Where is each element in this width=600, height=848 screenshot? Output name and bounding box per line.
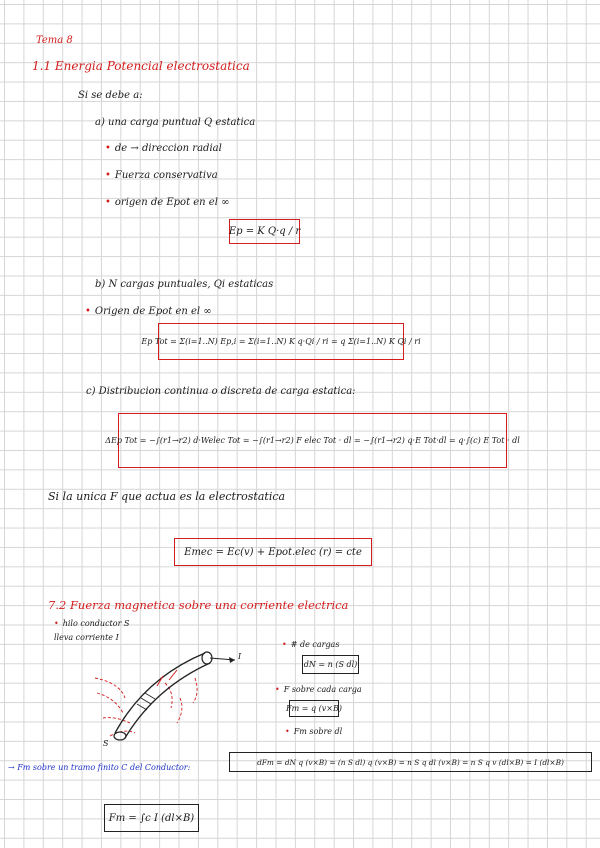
case-a-bullet-3: • origen de Epot en el ∞ [105, 197, 230, 208]
formula-box-dFm [229, 752, 592, 772]
formula-box-point-charge [229, 219, 300, 244]
electrostatic-note: Si la unica F que actua es la electrostatica [48, 490, 286, 503]
section2-note-2: lleva corriente I [54, 633, 119, 642]
formula-box-distribution [105, 413, 520, 468]
item-charges-label: • # de cargas [282, 640, 340, 649]
diagram-current-label: I [238, 652, 242, 661]
case-a-label: a) una carga puntual Q estatica [95, 117, 256, 128]
formula-box-finite [104, 804, 199, 832]
formula-box-dN [302, 655, 359, 674]
formula-energy: Emec = Ec(v) + Epot.elec (r) = cte [184, 546, 362, 558]
item-force-each-label: • F sobre cada carga [275, 685, 362, 694]
section1-intro: Si se debe a: [78, 90, 143, 101]
formula-box-energy [174, 538, 372, 566]
dl-segment [137, 693, 155, 710]
formula-box-n-charges [141, 323, 421, 360]
case-c-label: c) Distribucion continua o discreta de carga estatica: [86, 386, 356, 397]
finite-segment-note: → Fm sobre un tramo finito C del Conductor: [8, 763, 191, 772]
item-force-dl-label: • Fm sobre dl [285, 727, 343, 736]
case-a-bullet-2: • Fuerza conservativa [105, 170, 218, 181]
case-b-bullet: • Origen de Epot en el ∞ [85, 306, 212, 317]
formula-box-Fm [286, 700, 342, 717]
diagram-surface-label: S [103, 739, 109, 748]
formula-distribution: ΔEp Tot = −∫(r1→r2) d·Welec Tot = −∫(r1→r2) F elec Tot · dl = −∫(r1→r2) q·E Tot·dl = q·∫(c) E Tot · dl [105, 436, 520, 445]
case-a-bullet-1: • de → direccion radial [105, 143, 222, 154]
formula-n-charges: Ep Tot = Σ(i=1..N) Ep,i = Σ(i=1..N) K q·Qi / ri = q Σ(i=1..N) K Qi / ri [141, 337, 421, 346]
formula-dFm: dFm = dN q (v×B) = (n S dl) q (v×B) = n S q dl (v×B) = n S q v (dl×B) = I (dl×B) [257, 757, 564, 767]
formula-finite: Fm = ∫c I (dl×B) [108, 812, 195, 824]
case-b-label: b) N cargas puntuales, Qi estaticas [95, 279, 274, 290]
formula-point-charge: Ep = K Q·q / r [228, 226, 301, 237]
section2-title: 7.2 Fuerza magnetica sobre una corriente electrica [48, 598, 349, 612]
field-lines [95, 678, 197, 736]
section2-note-1: • hilo conductor S [54, 619, 130, 628]
section1-title: 1.1 Energia Potencial electrostatica [32, 59, 250, 73]
topic-label: Tema 8 [36, 35, 73, 46]
formula-dN: dN = n (S dl) [303, 660, 358, 669]
conductor-diagram [85, 638, 285, 748]
formula-Fm: Fm = q (v×B) [286, 704, 342, 713]
